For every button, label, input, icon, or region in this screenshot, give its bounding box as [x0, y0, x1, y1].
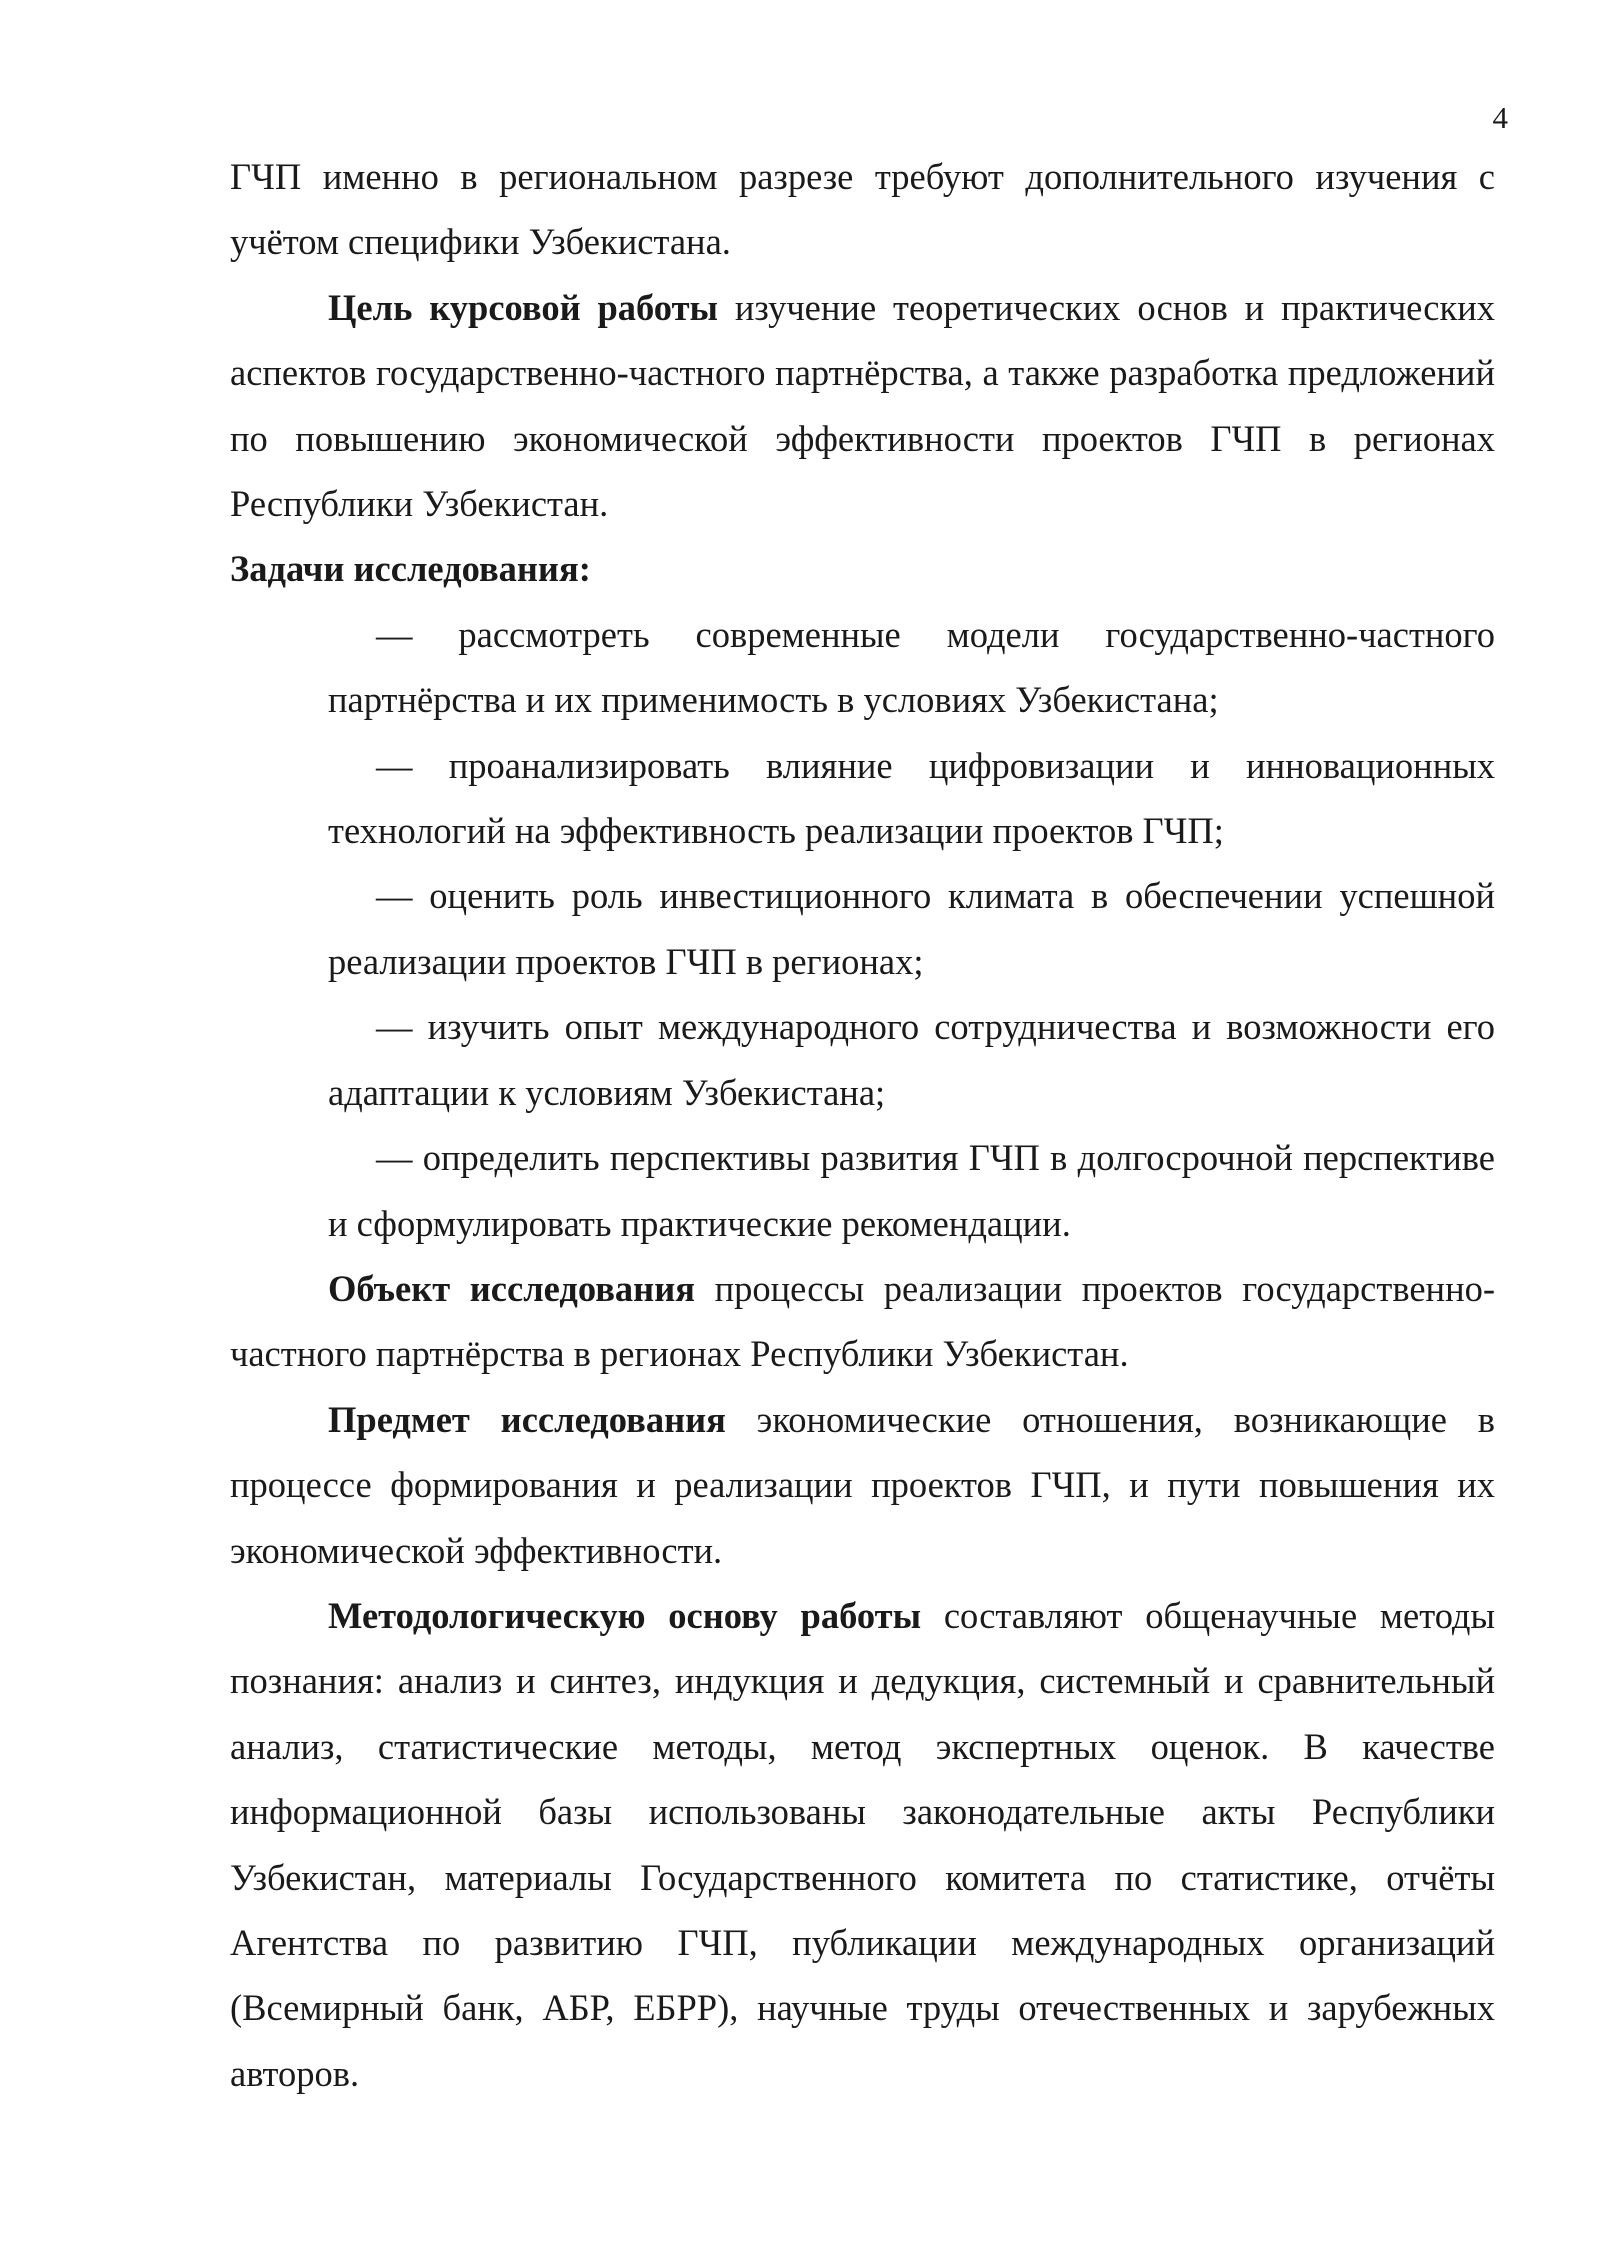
- subject-heading: Предмет исследования: [328, 1398, 726, 1440]
- goal-heading: Цель курсовой работы: [328, 286, 718, 328]
- task-item: — оценить роль инвестиционного климата в обеспечении успешной реализации проектов ГЧП в регионах;: [328, 875, 1495, 982]
- task-item: — проанализировать влияние цифровизации и инновационных технологий на эффективность реализации проектов ГЧП;: [328, 744, 1495, 852]
- page-number: 4: [1492, 100, 1508, 135]
- methodology-paragraph: [230, 1583, 1495, 2106]
- object-text: процессы реализации проектов государственно-частного партнёрства в регионах Республики Узбекистан.: [230, 1267, 1496, 1375]
- subject-text: экономические отношения, возникающие в процессе формирования и реализации проектов ГЧП, и пути повышения их экономической эффективности.: [230, 1398, 1495, 1571]
- page-content: [230, 144, 1495, 2106]
- goal-text: изучение теоретических основ и практических аспектов государственно-частного партнёрства, а также разработка предложений по повышению экономической эффективности проектов ГЧП в регионах Республики Узбекистан.: [230, 286, 1495, 525]
- object-heading: Объект исследования: [328, 1267, 695, 1309]
- object-paragraph: [230, 1256, 1495, 1387]
- intro-paragraph: ГЧП именно в региональном разрезе требуют дополнительного изучения с учётом специфики Узбекистана.: [230, 156, 1495, 263]
- task-item: — определить перспективы развития ГЧП в долгосрочной перспективе и сформулировать практические рекомендации.: [328, 1137, 1495, 1244]
- subject-paragraph: [230, 1387, 1495, 1583]
- methodology-text: составляют общенаучные методы познания: анализ и синтез, индукция и дедукция, системный и сравнительный анализ, статистические методы, метод экспертных оценок. В качестве информационной базы использованы законодательные акты Республики Узбекистан, материалы Государственного комитета по статистике, отчёты Агентства по развитию ГЧП, публикации международных организаций (Всемирный банк, АБР, ЕБРР), научные труды отечественных и зарубежных авторов.: [230, 1594, 1495, 2094]
- tasks-list: [230, 602, 1495, 1256]
- task-item: — изучить опыт международного сотрудничества и возможности его адаптации к условиям Узбекистана;: [328, 1006, 1495, 1113]
- goal-paragraph: [230, 275, 1495, 537]
- task-item: — рассмотреть современные модели государственно-частного партнёрства и их применимость в условиях Узбекистана;: [328, 613, 1495, 721]
- tasks-heading: Задачи исследования:: [230, 548, 591, 590]
- methodology-heading: Методологическую основу работы: [328, 1594, 922, 1636]
